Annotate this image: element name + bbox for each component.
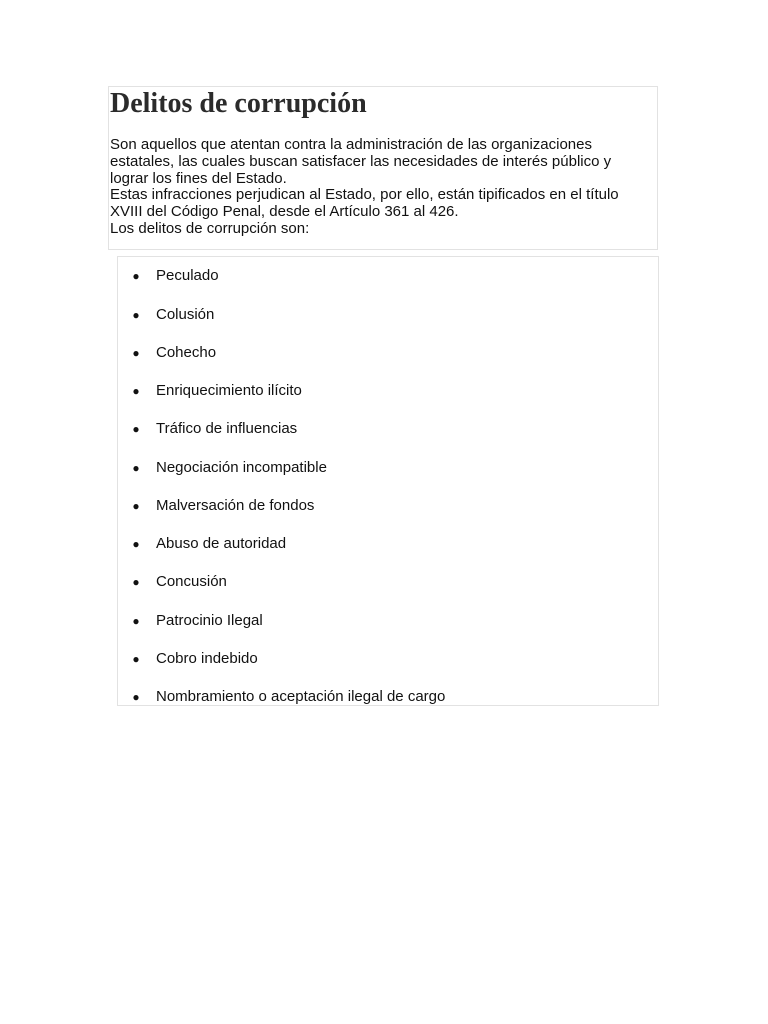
paragraph-line: Estas infracciones perjudican al Estado, por ello, están tipificados en el título bbox=[110, 186, 619, 204]
list-item-label: Peculado bbox=[156, 267, 219, 284]
paragraph-line: estatales, las cuales buscan satisfacer las necesidades de interés público y bbox=[110, 152, 612, 170]
page-title: Delitos de corrupción bbox=[110, 88, 367, 119]
paragraph-line: lograr los fines del Estado. bbox=[110, 169, 287, 187]
bullet-icon: ● bbox=[132, 269, 140, 283]
list-item-label: Cobro indebido bbox=[156, 650, 258, 667]
intro-paragraph bbox=[110, 137, 658, 238]
paragraph-line: Son aquellos que atentan contra la administración de las organizaciones bbox=[110, 136, 592, 153]
bullet-icon: ● bbox=[132, 461, 140, 475]
list-item-label: Concusión bbox=[156, 573, 227, 590]
list-item-label: Abuso de autoridad bbox=[156, 535, 287, 552]
crimes-list-section bbox=[117, 256, 659, 706]
bullet-icon: ● bbox=[132, 614, 140, 628]
bullet-icon: ● bbox=[132, 652, 140, 666]
list-item-label: Cohecho bbox=[156, 344, 217, 361]
list-item-label: Colusión bbox=[156, 306, 215, 323]
list-item-label: Patrocinio Ilegal bbox=[156, 612, 263, 629]
list-item-label: Enriquecimiento ilícito bbox=[156, 382, 302, 399]
bullet-icon: ● bbox=[132, 690, 140, 704]
bullet-icon: ● bbox=[132, 575, 140, 589]
bullet-icon: ● bbox=[132, 537, 140, 551]
paragraph-line: Los delitos de corrupción son: bbox=[110, 219, 310, 237]
list-item-label: Malversación de fondos bbox=[156, 497, 315, 514]
intro-section bbox=[108, 86, 658, 250]
bullet-icon: ● bbox=[132, 499, 140, 513]
bullet-icon: ● bbox=[132, 346, 140, 360]
bullet-icon: ● bbox=[132, 422, 140, 436]
paragraph-line: XVIII del Código Penal, desde el Artículo 361 al 426. bbox=[110, 203, 459, 221]
list-item-label: Tráfico de influencias bbox=[156, 420, 298, 437]
bullet-icon: ● bbox=[132, 308, 140, 322]
list-item-label: Nombramiento o aceptación ilegal de cargo bbox=[156, 688, 446, 705]
list-item-label: Negociación incompatible bbox=[156, 459, 327, 476]
bullet-icon: ● bbox=[132, 384, 140, 398]
